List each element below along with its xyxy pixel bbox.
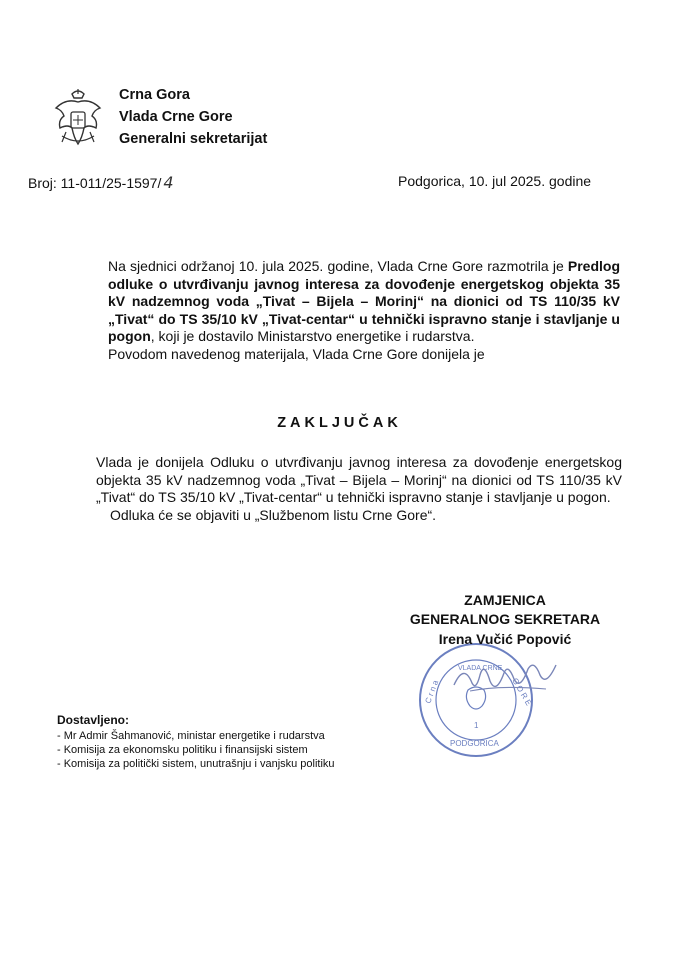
svg-text:VLADA CRNE: VLADA CRNE bbox=[458, 665, 503, 672]
distribution-item: - Komisija za ekonomsku politiku i finansijski sistem bbox=[57, 744, 308, 756]
place-and-date: Podgorica, 10. jul 2025. godine bbox=[398, 173, 592, 189]
svg-text:PODGORICA: PODGORICA bbox=[450, 739, 499, 748]
distribution-title: Dostavljeno: bbox=[57, 713, 130, 727]
org-country: Crna Gora bbox=[119, 87, 190, 103]
distribution-item: - Mr Admir Šahmanović, ministar energetike i rudarstva bbox=[57, 730, 325, 742]
signatory-role-line1: ZAMJENICA bbox=[464, 592, 546, 608]
org-government: Vlada Crne Gore bbox=[119, 109, 233, 125]
svg-text:C r n a: C r n a bbox=[423, 679, 441, 705]
handwritten-signature bbox=[450, 655, 560, 700]
conclusion-paragraph: Vlada je donijela Odluku o utvrđivanju javnog interesa za dovođenje energetskog objekta 35 kV nadzemnog voda „Tivat – Bijela – Morinj“ na dionici od TS 110/35 kV „Tivat“ do TS 35/10 kV „Tivat-centar“ u tehnički ispravno stanje i stavljanje u pogon. bbox=[96, 454, 622, 505]
decision-intro-paragraph: Povodom navedenog materijala, Vlada Crne Gore donijela je bbox=[108, 345, 485, 362]
reference-number bbox=[28, 173, 174, 192]
conclusion-title: ZAKLJUČAK bbox=[277, 415, 402, 431]
distribution-list bbox=[57, 729, 335, 771]
coat-of-arms-emblem bbox=[52, 88, 104, 150]
org-department: Generalni sekretarijat bbox=[119, 131, 268, 147]
distribution-item: - Komisija za politički sistem, unutrašnju i vanjsku politiku bbox=[57, 758, 335, 770]
signatory-role-line2: GENERALNOG SEKRETARA bbox=[409, 611, 601, 627]
document-body bbox=[108, 258, 620, 363]
publication-paragraph: Odluka će se objaviti u „Službenom listu Crne Gore“. bbox=[110, 506, 437, 523]
signatory-name: Irena Vučić Popović bbox=[438, 631, 572, 647]
intro-text: Na sjednici održanoj 10. jula 2025. godine, Vlada Crne Gore razmotrila je bbox=[108, 258, 568, 274]
reference-handwritten-suffix: 4 bbox=[163, 173, 174, 192]
svg-text:1: 1 bbox=[474, 721, 479, 730]
intro-tail: , koji je dostavilo Ministarstvo energetike i rudarstva. bbox=[150, 328, 475, 344]
intro-paragraph bbox=[108, 258, 620, 346]
reference-number-text: Broj: 11-011/25-1597/ bbox=[28, 175, 162, 191]
proposal-title: Predlog odluke o utvrđivanju javnog interesa za dovođenje energetskog objekta 35 kV nadzemnog voda „Tivat – Bijela – Morinj“ na dionici od TS 110/35 kV „Tivat“ do TS 35/10 kV „Tivat-centar“ u tehnički ispravno stanje i stavljanje u pogon bbox=[108, 258, 620, 344]
conclusion-body bbox=[96, 454, 622, 524]
svg-text:G O R E: G O R E bbox=[510, 676, 534, 708]
